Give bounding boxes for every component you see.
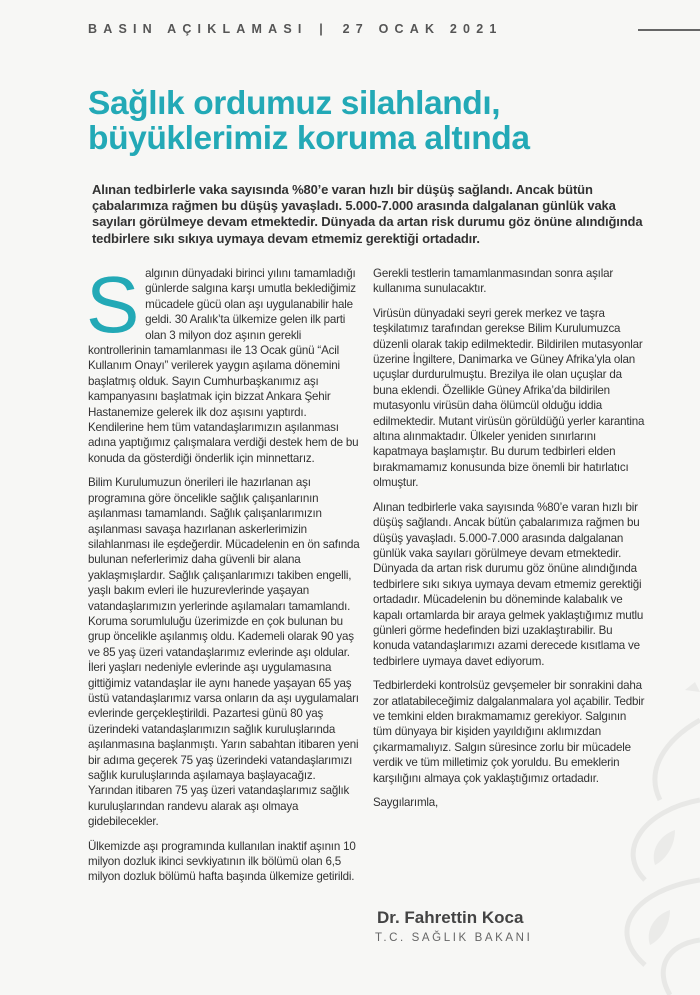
closing-salutation: Saygılarımla, — [373, 796, 439, 809]
drop-cap: S — [86, 260, 140, 349]
signature-title: T.C. SAĞLIK BAKANI — [375, 932, 533, 944]
body-paragraph-1 — [86, 260, 360, 466]
body-paragraph-7: Tedbirlerdeki kontrolsüz gevşemeler bir sonrakini daha zor atlatabileceğimiz dalgalanmalara yol açabilir. Tedbir ve temkini elden bırakmamamız gerekiyor. Salgının tüm dünyaya bir kişiden yayıldığını aklımızdan çıkarmamalıyız. Salgın süresince zorlu bir mücadele verdik ve tüm milletimiz çok yoruldu. Bu emeklerin karşılığını almaya çok yaklaştığımız ortadadır. — [373, 679, 645, 785]
body-paragraph-6: Alınan tedbirlerle vaka sayısında %80’e varan hızlı bir düşüş sağlandı. Ancak bütün çabalarımıza rağmen bu düşüş yavaşladı. 5.000-7.000 arasında dalgalanan günlük vaka sayıları görülmeye devam etmektedir. Dünyada da artan risk durumu göz önüne alındığında tedbirlere sıkı sıkıya uymaya devam etmemiz gerektiği ortadadır. Mücadelenin bu döneminde kalabalık ve kapalı ortamlarda bir araya gelmek yaklaştığımız mutlu günleri görme hedefinden bizi uzaklaştırabilir. Bu konuda vatandaşlarımızı azami derecede kısıtlama ve tedbirlere uymaya davet ediyorum. — [373, 500, 644, 668]
header-separator: | — [319, 22, 329, 36]
body-paragraph-3: Ülkemizde aşı programında kullanılan inaktif aşının 10 milyon dozluk ikinci sevkiyatının ilk bölümü olan 6,5 milyon dozluk bölümü hafta başında ülkemize getirildi. — [88, 839, 356, 884]
title-line-1: Sağlık ordumuz silahlandı, — [88, 85, 501, 122]
page-title — [88, 86, 688, 156]
signature-name: Dr. Fahrettin Koca — [377, 908, 524, 927]
press-release-header — [88, 22, 628, 36]
header-rule — [638, 29, 700, 31]
header-label: BASIN AÇIKLAMASI — [88, 22, 308, 36]
title-line-2: büyüklerimiz koruma altında — [88, 120, 530, 157]
lead-paragraph: Alınan tedbirlerle vaka sayısında %80’e varan hızlı bir düşüş sağlandı. Ancak bütün çabalarımıza rağmen bu düşüş yavaşladı. 5.000-7.000 arasında dalgalanan günlük vaka sayıları görülmeye devam etmektedir. Dünyada da artan risk durumu göz önüne alındığında tedbirlere sıkı sıkıya uymaya devam etmemiz gerektiği ortadadır. — [92, 182, 643, 246]
ministry-emblem-watermark — [575, 680, 700, 995]
body-paragraph-1-text: algının dünyadaki birinci yılını tamamladığı günlerde salgına karşı umutla beklediğimiz mücadele gücü olan aşı uygulanabilir hale geldi. 30 Aralık’ta ülkemize gelen ilk parti olan 3 milyon doz aşının gerekli kontrollerinin tamamlanması ile 13 Ocak günü “Acil Kullanım Onayı” verilerek yaygın aşılama dönemini başlatmış olduk. Sayın Cumhurbaşkanımız aşı kampanyasını başlatmak için bizzat Ankara Şehir Hastanemize gelerek ilk doz aşısını yaptırdı. Kendilerine hem tüm vatandaşlarımızın aşılanması adına yaptığımız çalışmalara verdiği destek hem de bu konuda da gösterdiği önderlik için minnettarız. — [88, 267, 359, 465]
header-date: 27 OCAK 2021 — [342, 22, 503, 36]
body-paragraph-4: Gerekli testlerin tamamlanmasından sonra aşılar kullanıma sunulacaktır. — [373, 267, 613, 296]
body-paragraph-2: Bilim Kurulumuzun önerileri ile hazırlanan aşı programına göre öncelikle sağlık çalışanlarının aşılanması tamamlandı. Sağlık çalışanlarımızın aşılanması savaşa hazırlanan askerlerimizin silahlanması ile eşdeğerdir. Mücadelenin en ön safında bulunan neferlerimiz daha güvenli bir alana yaklaşmışlardır. Sağlık çalışanlarımızı takiben engelli, yaşlı bakım evleri ile huzurevlerinde yaşayan vatandaşlarımızın yerlerinde aşılamaları tamamlandı. Koruma sorumluluğu üzerimizde en çok bulunan bu grup öncelikle aşılanmış oldu. Kademeli olarak 90 yaş ve 85 yaş üzeri vatandaşlarımız evlerinde aşı oldular. İleri yaşları nedeniyle evlerinde aşı uygulamasına gittiğimiz vatandaşlar ile aynı hanede yaşayan 65 yaş üstü vatandaşlarımız varsa onların da aşı uygulamaları evlerinde gerçekleştirildi. Pazartesi günü 80 yaş üzerindeki vatandaşlarımızın sağlık kuruluşlarında aşılanmasına başlanmıştı. Yarın sabahtan itibaren yeni bir adıma geçerek 75 yaş üzerindeki vatandaşlarımızı sağlık kuruluşlarında aşılamaya başlayacağız. Yarından itibaren 75 yaş üzeri vatandaşlarımız sağlık kuruluşlarından randevu alarak aşı olmaya gidebilecekler. — [88, 476, 360, 829]
body-paragraph-5: Virüsün dünyadaki seyri gerek merkez ve taşra teşkilatımız tarafından gerekse Bilim Kurulumuzca düzenli olarak takip edilmektedir. Bildirilen mutasyonlar üzerine İngiltere, Danimarka ve Güney Afrika’yla olan uçuşlar durdurulmuştu. Brezilya ile olan uçuşlar da buna eklendi. Özellikle Güney Afrika’da bildirilen mutasyonlu virüsün daha ölümcül olduğu iddia edilmektedir. Mutant virüsün görüldüğü yerler karantina altına alınmaktadır. Ülkeler yeniden sınırlarını kapatmaya başlamıştır. Bu durum tedbirleri elden bırakmamamız konusunda bize önemli bir hatırlatıcı olmuştur. — [373, 306, 645, 490]
body-column-left — [86, 260, 360, 894]
